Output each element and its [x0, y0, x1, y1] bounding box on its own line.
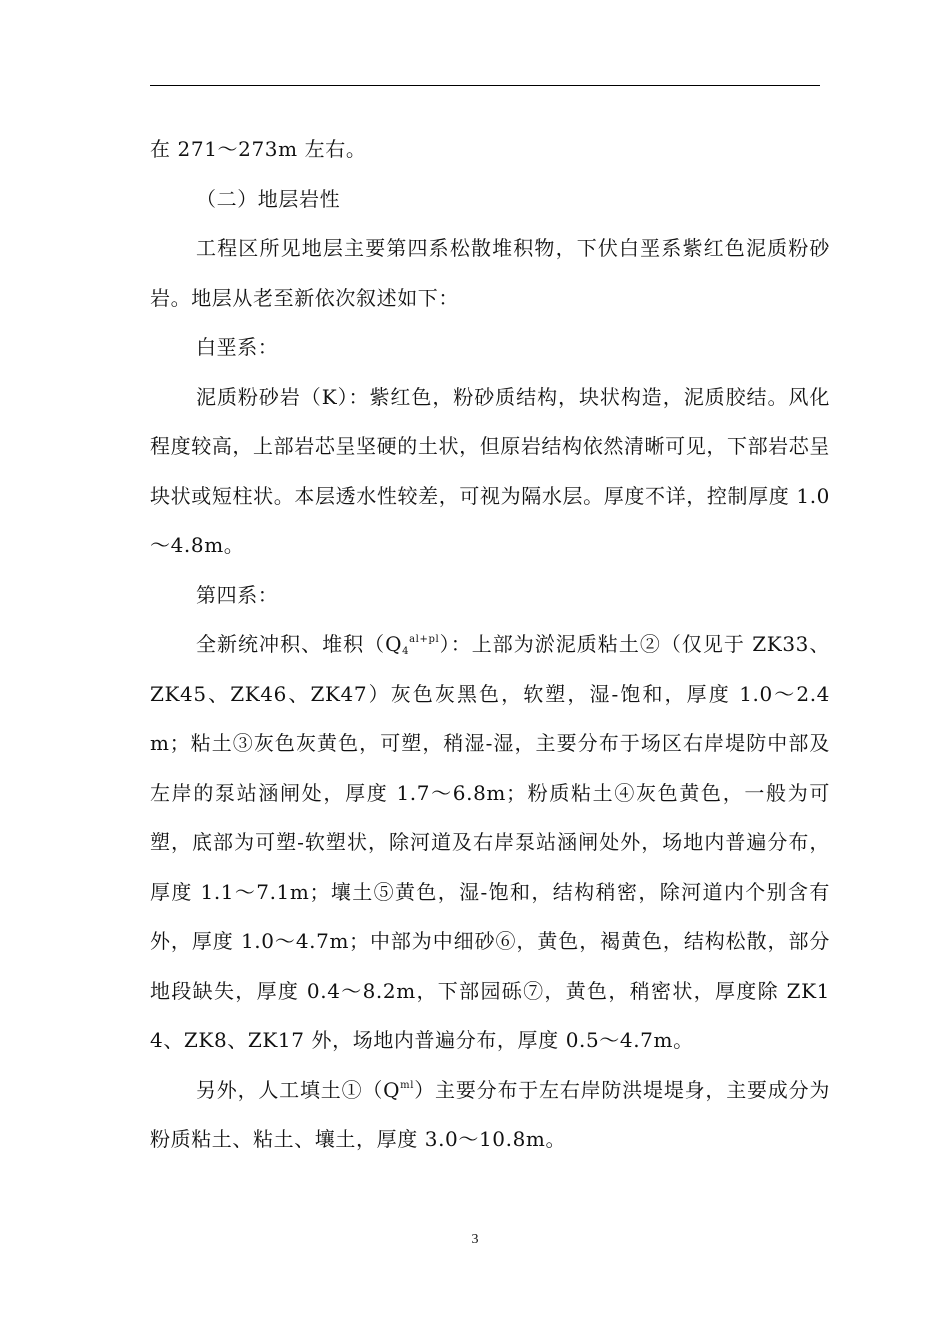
holocene-text-start: 全新统冲积、堆积（Q	[196, 632, 403, 656]
subheading-cretaceous: 白垩系：	[196, 335, 279, 359]
holocene-superscript: al+pl	[409, 634, 440, 645]
holocene-text-rest: ）：上部为淤泥质粘土②（仅见于 ZK33、ZK45、ZK46、ZK47）灰色灰黑色，软塑，湿-饱和，厚度 1.0～2.4m；粘土③灰色灰黄色，可塑，稍湿-湿，主要分布于场区右岸堤防中部及左岸的泵站涵闸处，厚度 1.7～6.8m；粉质粘土④灰色黄色，一般为可塑，底部为可塑-软塑状，除河道及右岸泵站涵闸处外，场地内普遍分布，厚度 1.1～7.1m；壤土⑤黄色，湿-饱和，结构稍密，除河道内个别含有外，厚度 1.0～4.7m；中部为中细砂⑥，黄色，褐黄色，结构松散，部分地段缺失，厚度 0.4～8.2m，下部园砾⑦，黄色，稍密状，厚度除 ZK14、ZK8、ZK17 外，场地内普遍分布，厚度 0.5～4.7m。	[150, 632, 830, 1052]
fill-superscript: ml	[400, 1079, 415, 1091]
fill-text-start: 另外，人工填土①（Q	[196, 1077, 401, 1102]
fill-text-rest: ）主要分布于左右岸防洪堤堤身，主要成分为粉质粘土、粘土、壤土，厚度 3.0～10.8m。	[150, 1077, 830, 1151]
holocene-subscript: 4	[402, 646, 410, 657]
document-body	[150, 125, 830, 1165]
paragraph-siltstone: 泥质粉砂岩（K）：紫红色，粉砂质结构，块状构造，泥质胶结。风化程度较高，上部岩芯呈坚硬的土状，但原岩结构依然清晰可见，下部岩芯呈块状或短柱状。本层透水性较差，可视为隔水层。厚度不详，控制厚度 1.0～4.8m。	[150, 384, 830, 557]
paragraph-elevation: 在 271～273m 左右。	[150, 137, 367, 161]
paragraph-overview: 工程区所见地层主要第四系松散堆积物，下伏白垩系紫红色泥质粉砂岩。地层从老至新依次叙述如下：	[150, 236, 830, 310]
subheading-quaternary: 第四系：	[196, 582, 279, 607]
paragraph-holocene-deposits	[150, 620, 830, 1066]
section-heading-stratum-lithology: （二）地层岩性	[196, 186, 341, 211]
header-rule	[150, 85, 820, 86]
page-number: 3	[471, 1232, 479, 1247]
paragraph-artificial-fill	[150, 1066, 830, 1165]
